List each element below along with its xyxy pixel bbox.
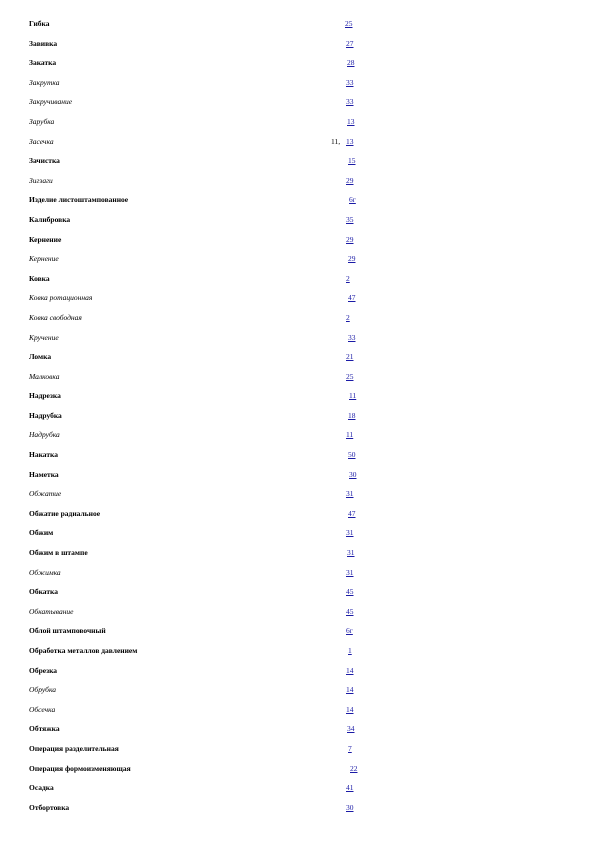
index-term: Гибка [29,19,50,28]
page-link[interactable]: 35 [346,214,354,224]
page-link[interactable]: 31 [346,489,354,499]
index-term: Обжим [29,528,54,538]
index-entry [0,93,595,113]
page-link[interactable]: 14 [346,665,354,675]
index-entry [0,642,595,662]
page-link[interactable]: 31 [346,528,354,538]
index-term: Ковка [29,273,50,283]
index-term: Закручивание [29,97,73,107]
index-entry [0,133,595,153]
page-link[interactable]: 27 [346,38,354,48]
index-entry [0,35,595,55]
index-entry [0,485,595,505]
index-entry [0,191,595,211]
page-link[interactable]: 7 [348,743,352,753]
index-entry [0,15,595,35]
page-link[interactable]: 13 [346,136,354,146]
index-entry [0,152,595,172]
index-term: Завивка [29,38,58,48]
index-term: Обжим в штампе [29,548,88,558]
index-term: Облой штамповочный [29,626,106,636]
index-entry [0,172,595,192]
index-entry [0,524,595,544]
index-entry [0,583,595,603]
page-link[interactable]: 29 [346,175,354,185]
index-term: Надрубка [29,410,62,420]
index-term: Ковка свободная [29,312,82,322]
index-term: Осадка [29,783,54,793]
index-term: Обтяжка [29,724,60,734]
page-link[interactable]: 6г [346,626,353,636]
page-link[interactable]: 15 [348,156,356,166]
index-term: Изделие листоштампованное [29,195,129,205]
index-term: Наметка [29,469,59,479]
page-link[interactable]: 1 [348,646,352,655]
page-link[interactable]: 47 [348,293,356,303]
page-link[interactable]: 14 [346,685,354,695]
page-link[interactable]: 28 [347,58,355,68]
index-entry [0,426,595,446]
page-link[interactable]: 29 [346,234,354,244]
page-link[interactable]: 11 [346,430,354,440]
page-link[interactable]: 22 [350,763,358,773]
subject-index [0,15,595,818]
index-term: Кручение [29,332,59,342]
index-entry [0,446,595,466]
index-entry [0,231,595,251]
index-entry [0,701,595,721]
index-term: Обрубка [29,685,57,695]
page-link[interactable]: 18 [348,410,356,420]
index-entry [0,113,595,133]
index-term: Отбортовка [29,802,70,812]
page-link[interactable]: 31 [346,567,354,577]
index-term: Малковка [29,371,60,381]
index-term: Закрутка [29,77,60,87]
index-entry [0,368,595,388]
index-term: Операция формоизменяющая [29,763,131,773]
page-link[interactable]: 33 [348,332,356,342]
index-term: Ломка [29,352,52,362]
index-entry [0,211,595,231]
page-link[interactable]: 2 [346,273,350,283]
index-entry [0,466,595,486]
page-number-prefix: 11, [331,136,341,146]
page-link[interactable]: 11 [349,391,357,401]
index-entry [0,54,595,74]
page-link[interactable]: 30 [349,469,357,479]
page-link[interactable]: 33 [346,77,354,87]
page-link[interactable]: 47 [348,508,356,518]
index-entry [0,407,595,427]
page-link[interactable]: 31 [347,548,355,558]
index-term: Обжимка [29,567,61,577]
page-link[interactable]: 30 [346,802,354,812]
index-entry [0,760,595,780]
page-link[interactable]: 29 [348,254,356,264]
page-link[interactable]: 14 [346,704,354,714]
index-term: Накатка [29,450,58,460]
index-term: Обсечка [29,704,56,714]
page-link[interactable]: 25 [345,19,353,28]
index-entry [0,799,595,819]
page-link[interactable]: 13 [347,116,355,126]
page-link[interactable]: 6г [349,195,356,205]
index-term: Обжатие [29,489,62,499]
index-entry [0,681,595,701]
page-link[interactable]: 33 [346,97,354,107]
index-entry [0,309,595,329]
index-term: Обработка металлов давлением [29,646,138,655]
index-entry [0,387,595,407]
index-entry [0,289,595,309]
index-term: Операция разделительная [29,743,119,753]
index-term: Засечка [29,136,54,146]
index-term: Кернение [29,234,62,244]
index-entry [0,740,595,760]
index-term: Зигзаги [29,175,53,185]
index-entry [0,74,595,94]
index-entry [0,720,595,740]
index-entry [0,603,595,623]
page-link[interactable]: 34 [347,724,355,734]
page-link[interactable]: 45 [346,606,354,616]
page-link[interactable]: 21 [346,352,354,362]
index-term: Обжатие радиальное [29,508,101,518]
index-entry [0,544,595,564]
page-link[interactable]: 50 [348,450,356,460]
index-entry [0,348,595,368]
index-term: Надрезка [29,391,61,401]
index-entry [0,329,595,349]
page-link[interactable]: 41 [346,783,354,793]
index-term: Ковка ротационная [29,293,93,303]
index-entry [0,250,595,270]
page-link[interactable]: 45 [346,587,354,597]
index-term: Обкатка [29,587,58,597]
page-link[interactable]: 25 [346,371,354,381]
index-entry [0,662,595,682]
index-entry [0,564,595,584]
index-entry [0,270,595,290]
index-term: Зарубка [29,116,55,126]
index-term: Кернение [29,254,59,264]
index-term: Калибровка [29,214,71,224]
index-term: Зачистка [29,156,60,166]
index-term: Надрубка [29,430,60,440]
page-link[interactable]: 2 [346,312,350,322]
index-term: Обрезка [29,665,58,675]
index-term: Закатка [29,58,57,68]
index-entry [0,622,595,642]
index-entry [0,779,595,799]
index-entry [0,505,595,525]
index-term: Обкатывание [29,606,74,616]
